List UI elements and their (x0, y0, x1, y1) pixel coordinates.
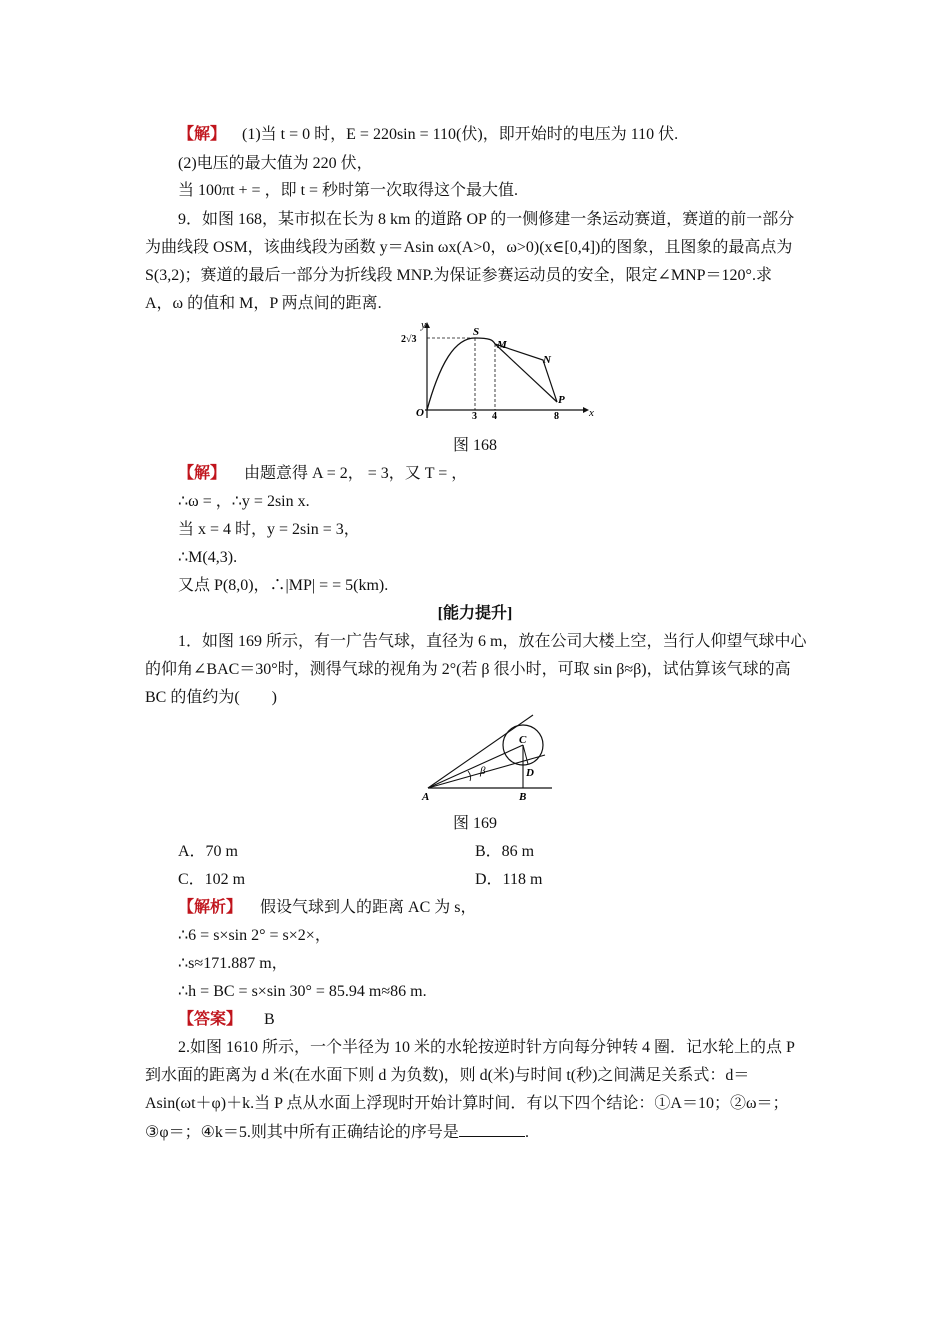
curve-osm (427, 338, 495, 410)
label-beta: β (480, 765, 486, 777)
label-p: P (558, 394, 565, 406)
solution1-text: (1)当 t = 0 时，E = 220sin = 110(伏)，即开始时的电压为 110 伏. (242, 126, 679, 143)
problem2-line4-text: ③φ＝；④k＝5.则其中所有正确结论的序号是 (145, 1124, 459, 1141)
option-c: C．102 m (178, 871, 246, 888)
option-b: B．86 m (475, 843, 535, 860)
problem9-line2: 为曲线段 OSM，该曲线段为函数 y＝Asin ωx(A>0，ω>0)(x∈[0,4])的图象，且图象的最高点为 (145, 239, 793, 256)
solution1-line3: 当 100πt + = ，即 t = 秒时第一次取得这个最大值. (178, 182, 519, 199)
problem9-line1: 9．如图 168，某市拟在长为 8 km 的道路 OP 的一侧修建一条运动赛道，赛道的前一部分 (178, 211, 795, 228)
answer-label: 【答案】 (178, 1011, 243, 1028)
solution9-line4: ∴M(4,3). (178, 549, 238, 566)
option-a: A．70 m (178, 843, 239, 860)
problem2-line1: 2.如图 1610 所示，一个半径为 10 米的水轮按逆时针方向每分钟转 4 圈．记水轮上的点 P (178, 1039, 795, 1056)
problem2-line3: Asin(ωt＋φ)＋k.当 P 点从水面上浮现时开始计算时间．有以下四个结论：①A＝10；②ω＝； (145, 1095, 789, 1112)
problem9-line3: S(3,2)；赛道的最后一部分为折线段 MNP.为保证参赛运动员的安全，限定∠MNP＝120°.求 (145, 267, 772, 284)
answer1-line (178, 1010, 275, 1030)
solution9-line3: 当 x = 4 时，y = 2sin = 3， (178, 521, 360, 538)
solution9-line5: 又点 P(8,0)，∴|MP| = = 5(km). (178, 577, 389, 594)
analysis1-line2: ∴6 = s×sin 2° = s×2×， (178, 927, 331, 944)
answer-value: B (264, 1011, 275, 1028)
label-o: O (416, 407, 424, 419)
figure168-caption: 图 168 (452, 437, 497, 454)
problem2-line2: 到水面的距离为 d 米(在水面下则 d 为负数)，则 d(米)与时间 t(秒)之间满足关系式：d＝ (145, 1067, 750, 1084)
label-m: M (497, 339, 507, 351)
solution9-line2: ∴ω = ，∴y = 2sin x. (178, 493, 310, 510)
analysis-label: 【解析】 (178, 899, 243, 916)
figure-169 (420, 710, 560, 805)
problem1-line1: 1．如图 169 所示，有一广告气球，直径为 6 m，放在公司大楼上空，当行人仰望气球中心 (178, 633, 807, 650)
figure169-caption: 图 169 (452, 815, 497, 832)
option-d: D．118 m (475, 871, 543, 888)
solution9-line1 (178, 464, 467, 484)
label-s: S (473, 326, 480, 338)
solution-label: 【解】 (178, 465, 227, 482)
tick-3: 3 (472, 411, 477, 422)
label-ymax: 2√3 (401, 334, 417, 345)
problem2-line4-end: . (524, 1124, 529, 1141)
solution-label: 【解】 (178, 126, 227, 143)
label-d: D (526, 767, 534, 779)
solution9-text: 由题意得 A = 2， = 3，又 T = ， (244, 465, 468, 482)
label-b: B (519, 791, 527, 803)
solution1-line1 (178, 125, 678, 145)
label-x: x (589, 407, 594, 419)
problem1-line2: 的仰角∠BAC＝30°时，测得气球的视角为 2°(若 β 很小时，可取 sin β≈β)，试估算该气球的高 (145, 661, 791, 678)
problem2-line4 (145, 1122, 529, 1143)
answer-blank[interactable] (459, 1122, 525, 1137)
analysis1-line3: ∴s≈171.887 m， (178, 955, 288, 972)
line-ac (428, 745, 523, 788)
section-title: [能力提升] (437, 605, 513, 622)
tick-4: 4 (492, 411, 497, 422)
figure-168 (395, 318, 595, 428)
analysis1-text: 假设气球到人的距离 AC 为 s， (260, 899, 477, 916)
problem1-line3: BC 的值约为( ) (145, 689, 278, 706)
label-n: N (543, 354, 551, 366)
tick-8: 8 (554, 411, 559, 422)
label-y: y (421, 319, 426, 331)
solution1-line2: (2)电压的最大值为 220 伏， (178, 155, 373, 172)
label-a: A (422, 791, 430, 803)
problem9-line4: A，ω 的值和 M，P 两点间的距离. (145, 295, 382, 312)
analysis1-line4: ∴h = BC = s×sin 30° = 85.94 m≈86 m. (178, 983, 427, 1000)
analysis1-line1 (178, 898, 476, 918)
tangent-upper (428, 715, 533, 788)
label-c: C (519, 734, 527, 746)
